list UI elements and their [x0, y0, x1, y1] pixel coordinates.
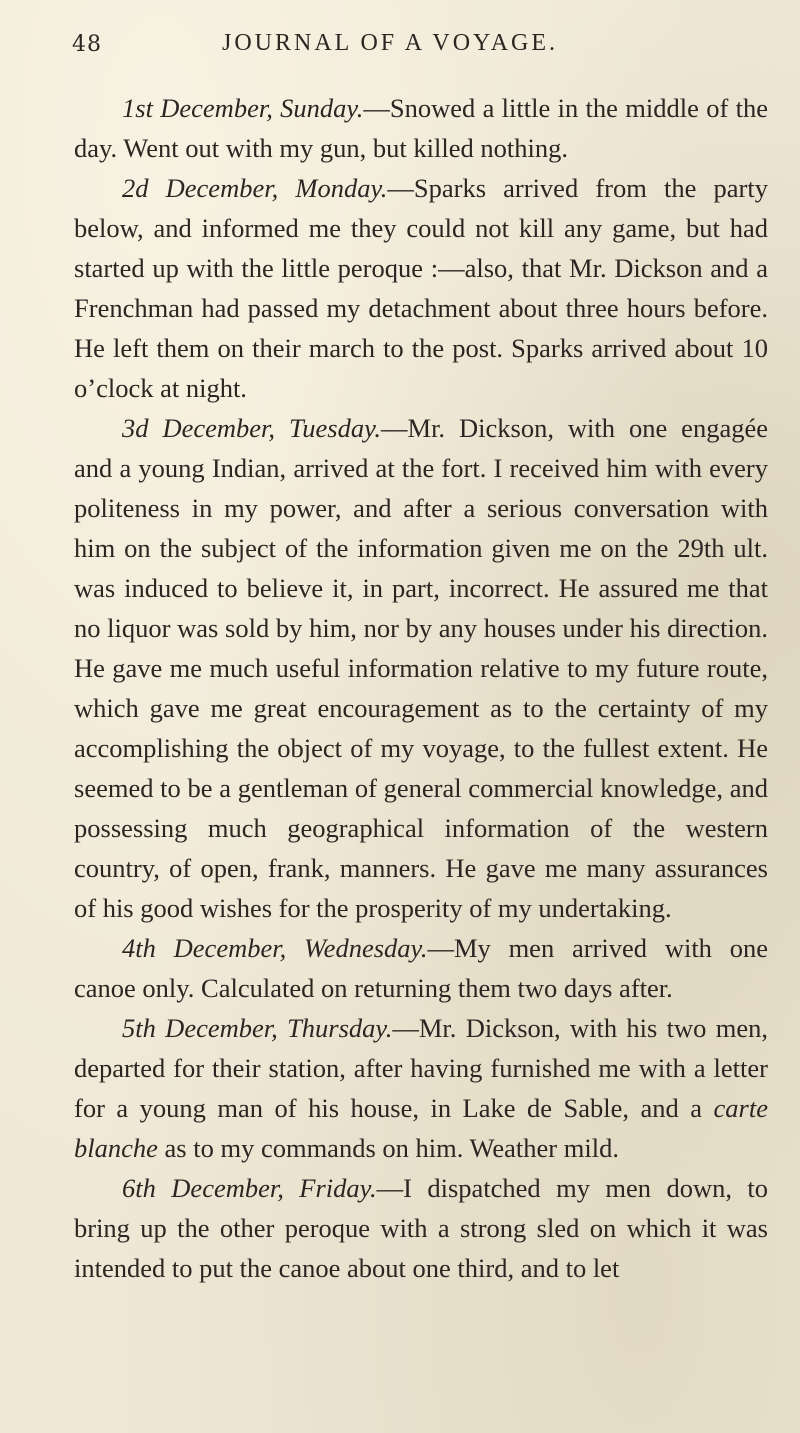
entry-date: 6th December, Friday. — [122, 1173, 377, 1203]
entry-text: —I dispatched my men down, to bring up the other peroque with a strong sled on which it was intended to put the canoe about one third, and to let — [74, 1173, 768, 1283]
page-number: 48 — [72, 32, 102, 57]
entry-date: 4th December, Wednesday. — [122, 933, 428, 963]
entry-date: 2d December, Monday. — [122, 173, 388, 203]
entry-text: —Sparks arrived from the party below, and informed me they could not kill any game, but had started up with the little peroque :—also, that Mr. Dickson and a Frenchman had passed my detachment about three hours before. He left them on their march to the post. Sparks arrived about 10 o’clock at night. — [74, 173, 768, 403]
journal-entry — [74, 1168, 768, 1288]
entry-date: 5th December, Thursday. — [122, 1013, 393, 1043]
entry-text: —Mr. Dickson, with his two men, departed for their station, after having furnished me with a letter for a young man of his house, in Lake de Sable, and a — [74, 1013, 768, 1123]
running-head — [72, 28, 760, 68]
journal-entry — [74, 928, 768, 1008]
entry-date: 3d December, Tuesday. — [122, 413, 381, 443]
entry-text: —Snowed a little in the middle of the day. Went out with my gun, but killed nothing. — [74, 93, 768, 163]
italic-phrase: carte blanche — [74, 1093, 768, 1163]
journal-entry — [74, 88, 768, 168]
journal-entry — [74, 168, 768, 408]
running-title: JOURNAL OF A VOYAGE. — [222, 30, 559, 56]
entry-text: —My men arrived with one canoe only. Calculated on returning them two days after. — [74, 933, 768, 1003]
entry-text-continued: as to my commands on him. Weather mild. — [157, 1133, 619, 1163]
journal-text — [74, 88, 768, 1288]
entry-date: 1st December, Sunday. — [122, 93, 364, 123]
entry-text: —Mr. Dickson, with one engagée and a young Indian, arrived at the fort. I received him with every politeness in my power, and after a serious conversation with him on the subject of the information given me on the 29th ult. was induced to believe it, in part, incorrect. He assured me that no liquor was sold by him, nor by any houses under his direction. He gave me much useful information relative to my future route, which gave me great encouragement as to the certainty of my accomplishing the object of my voyage, to the fullest extent. He seemed to be a gentleman of general commercial knowledge, and possessing much geographical information of the western country, of open, frank, manners. He gave me many assurances of his good wishes for the prosperity of my undertaking. — [74, 413, 768, 923]
journal-entry — [74, 1008, 768, 1168]
journal-entry — [74, 408, 768, 928]
